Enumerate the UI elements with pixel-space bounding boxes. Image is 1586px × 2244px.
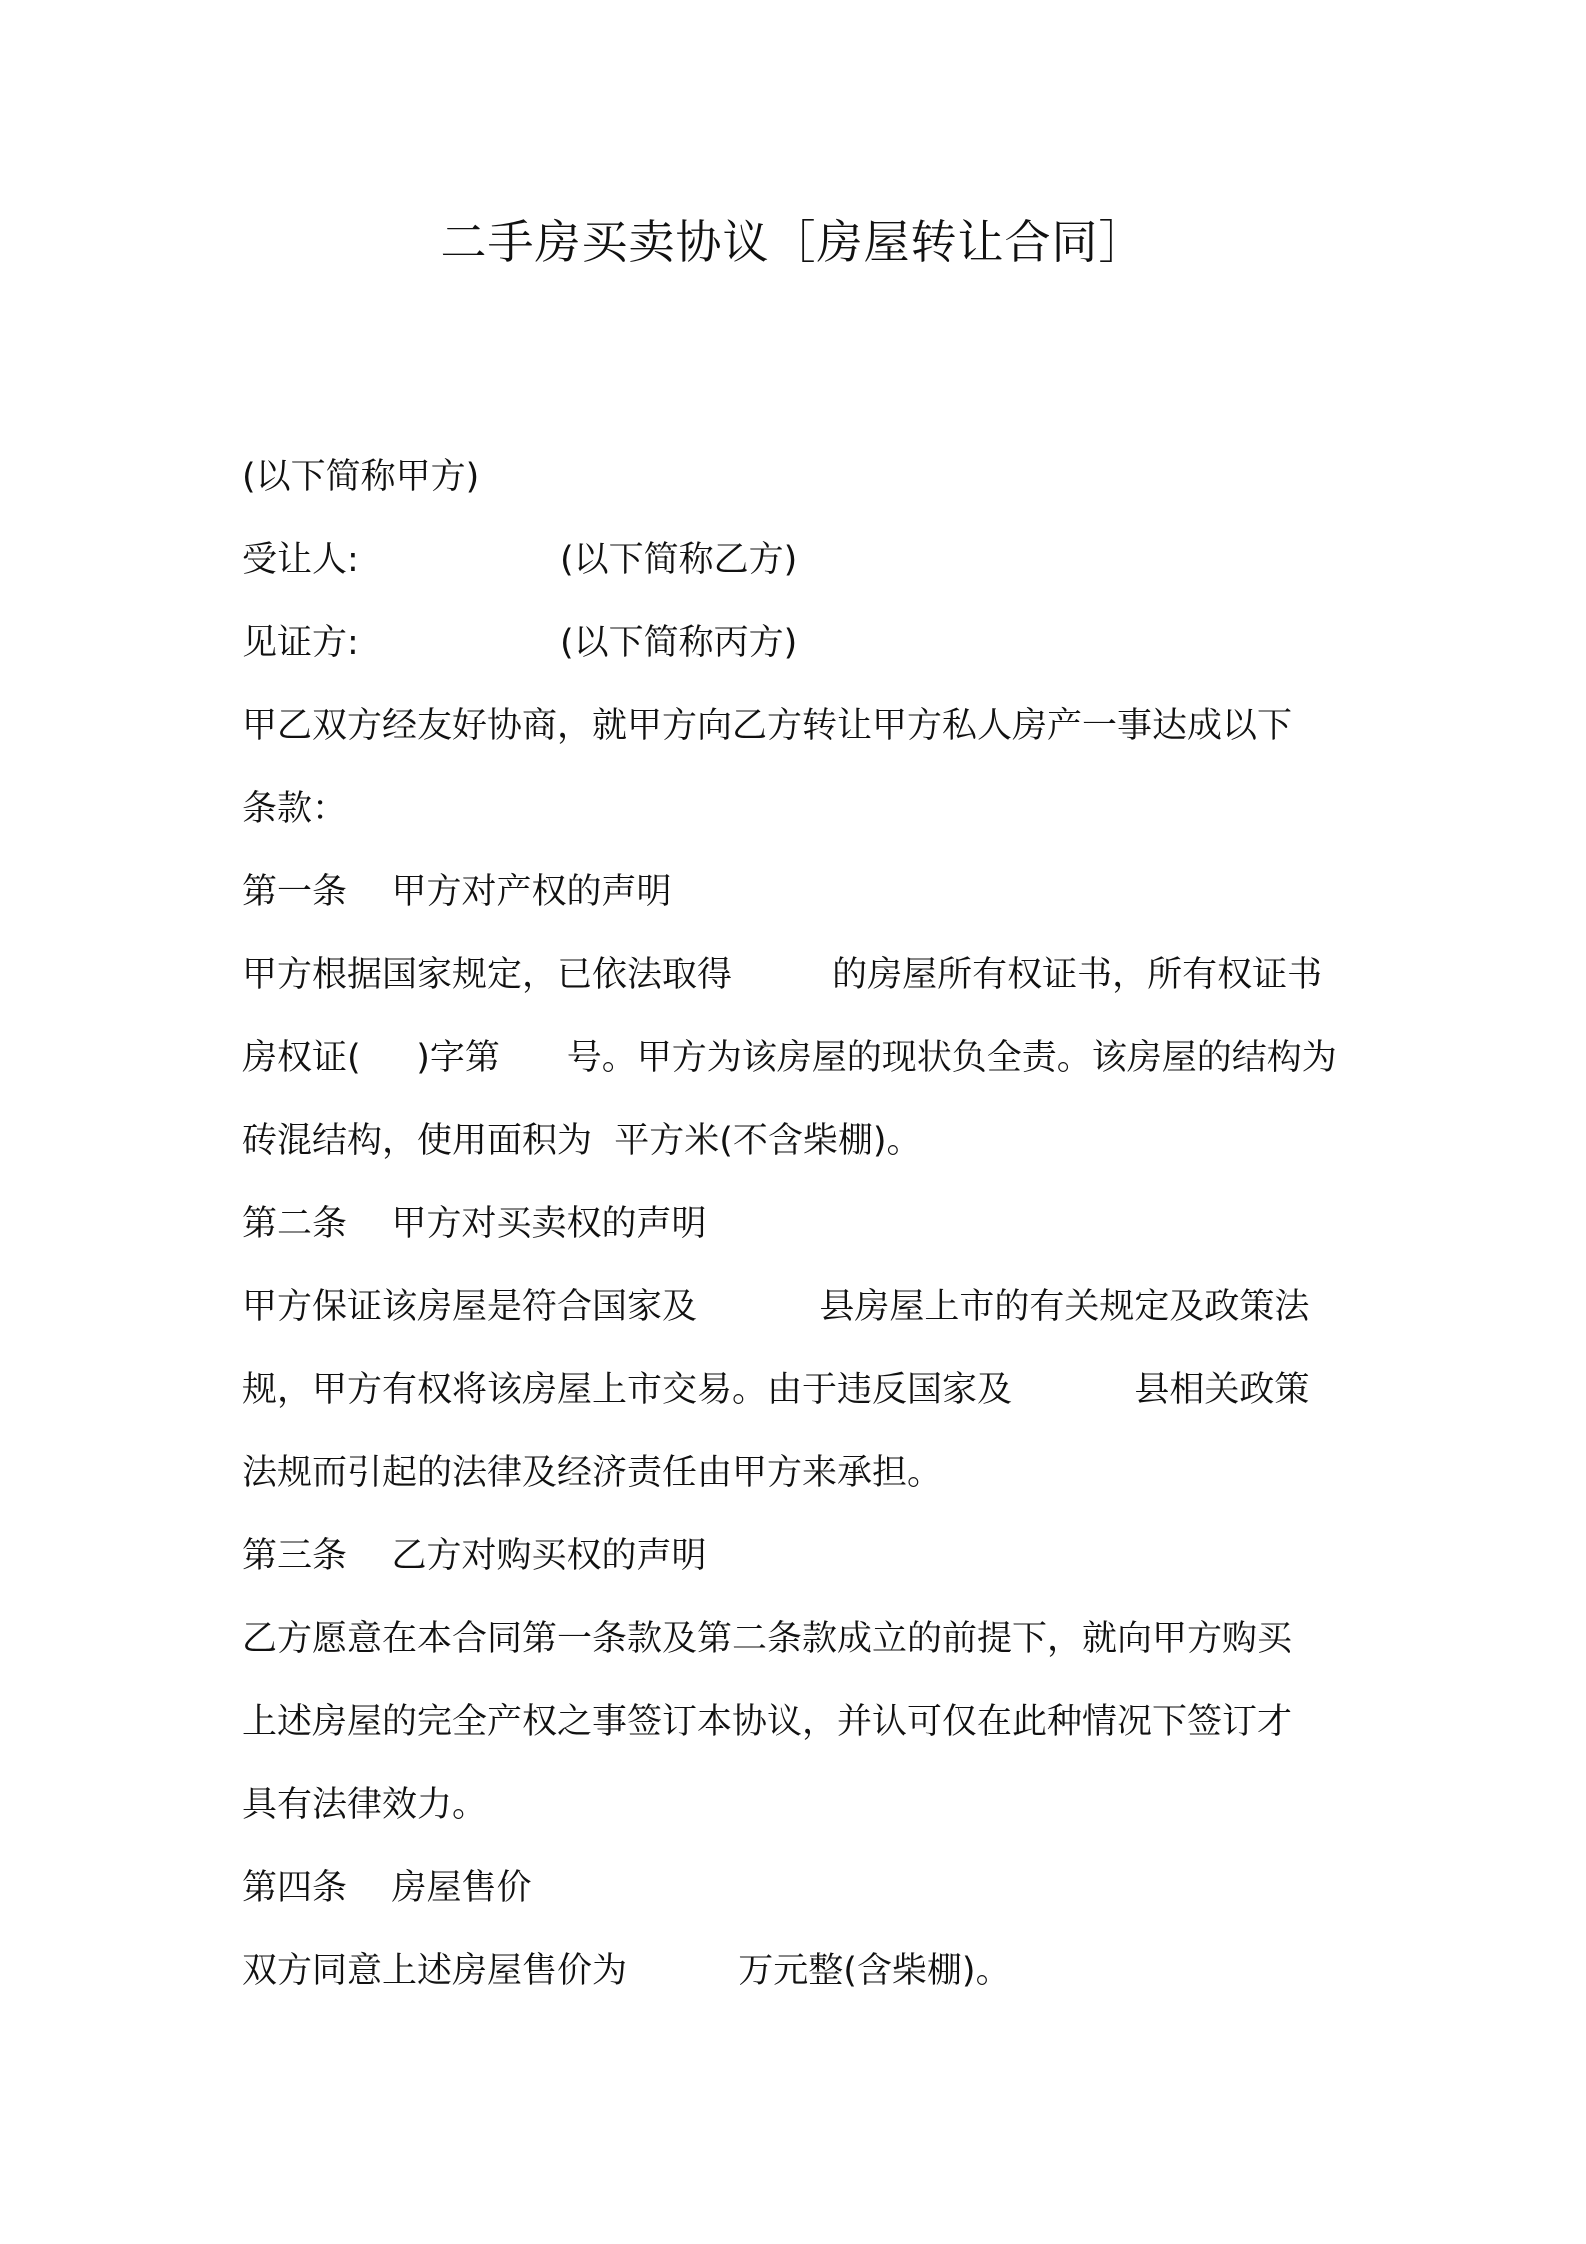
witness-label: 见证方: bbox=[242, 623, 359, 663]
party-b-line bbox=[242, 530, 1362, 613]
article3-heading: 第三条 乙方对购买权的声明 bbox=[242, 1536, 707, 1576]
article2-line-1: 甲方保证该房屋是符合国家及 县房屋上市的有关规定及政策法 bbox=[242, 1287, 1310, 1327]
article2-line-3: 法规而引起的法律及经济责任由甲方来承担。 bbox=[242, 1453, 943, 1493]
party-a-line: (以下简称甲方) bbox=[242, 457, 480, 497]
intro-line-2: 条款： bbox=[242, 789, 348, 829]
witness-suffix: (以下简称丙方) bbox=[560, 623, 798, 663]
intro-line-1: 甲乙双方经友好协商，就甲方向乙方转让甲方私人房产一事达成以下 bbox=[242, 706, 1293, 746]
article3-line-1: 乙方愿意在本合同第一条款及第二条款成立的前提下，就向甲方购买 bbox=[242, 1619, 1293, 1659]
article2-heading: 第二条 甲方对买卖权的声明 bbox=[242, 1204, 707, 1244]
article1-heading: 第一条 甲方对产权的声明 bbox=[242, 872, 672, 912]
article4-heading: 第四条 房屋售价 bbox=[242, 1868, 532, 1908]
article2-line-2: 规，甲方有权将该房屋上市交易。由于违反国家及 县相关政策 bbox=[242, 1370, 1310, 1410]
article1-line-2: 房权证( )字第 号。甲方为该房屋的现状负全责。该房屋的结构为 bbox=[242, 1038, 1337, 1078]
party-b-label: 受让人: bbox=[242, 540, 359, 580]
article1-line-1: 甲方根据国家规定，已依法取得 的房屋所有权证书，所有权证书 bbox=[242, 955, 1323, 995]
party-b-suffix: (以下简称乙方) bbox=[560, 540, 798, 580]
document-title: 二手房买卖协议［房屋转让合同］ bbox=[440, 215, 1146, 269]
document-body bbox=[242, 447, 1362, 2024]
article1-line-3: 砖混结构，使用面积为 平方米(不含柴棚)。 bbox=[242, 1121, 922, 1161]
article3-line-2: 上述房屋的完全产权之事签订本协议，并认可仅在此种情况下签订才 bbox=[242, 1702, 1293, 1742]
article4-line-1: 双方同意上述房屋售价为 万元整(含柴棚)。 bbox=[242, 1951, 1011, 1991]
article3-line-3: 具有法律效力。 bbox=[242, 1785, 488, 1825]
witness-line bbox=[242, 613, 1362, 696]
